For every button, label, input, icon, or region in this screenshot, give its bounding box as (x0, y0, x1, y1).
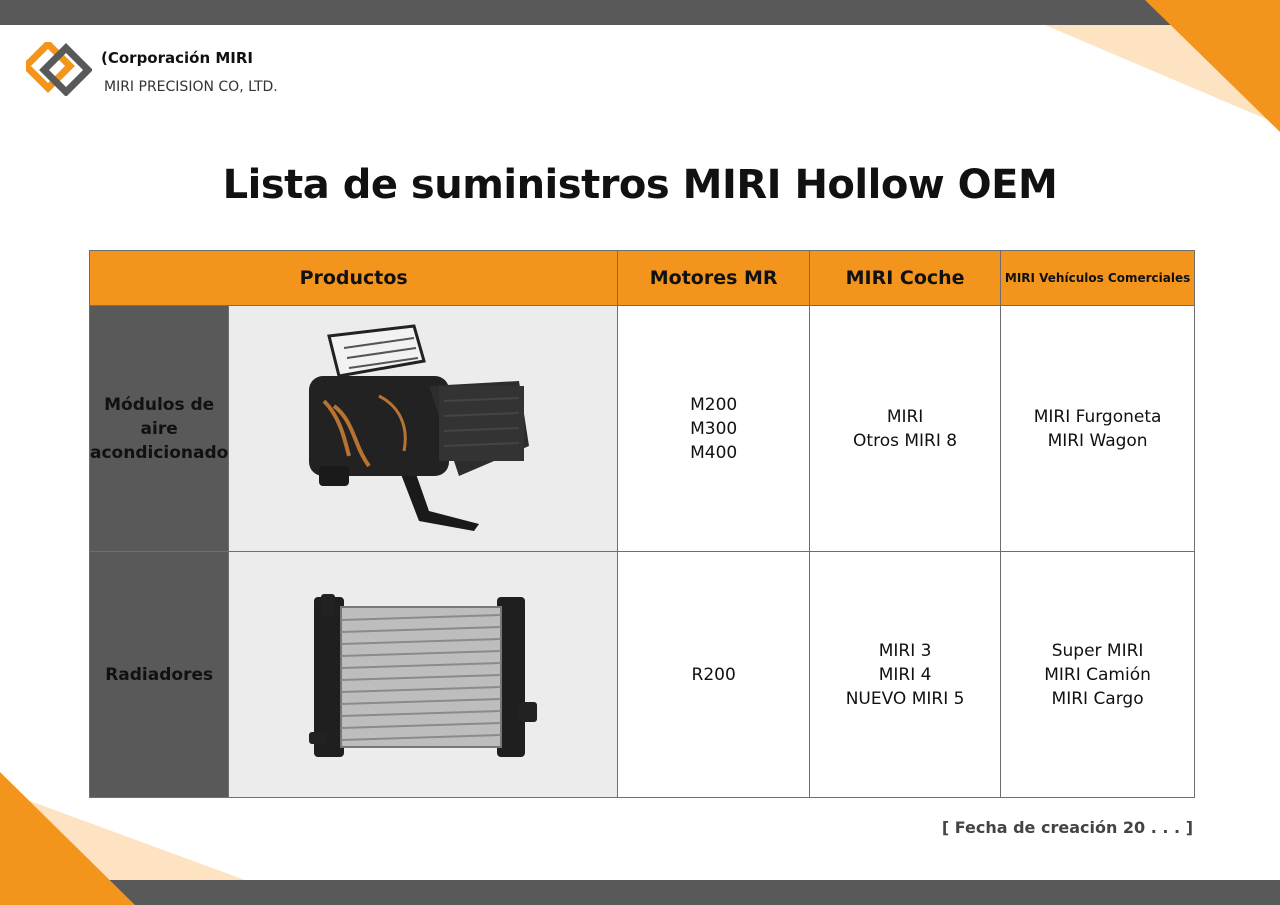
list-item: Super MIRI (1051, 640, 1144, 661)
comerciales-cell (1001, 306, 1195, 552)
product-label: Módulos de aire acondicionado (90, 306, 229, 552)
list-item: MIRI (886, 406, 924, 427)
list-item: M400 (690, 442, 738, 463)
motores-cell (618, 306, 810, 552)
list-item: R200 (691, 664, 736, 685)
header-comerciales: MIRI Vehículos Comerciales (1001, 251, 1195, 306)
supply-table (89, 250, 1195, 798)
top-bar (0, 0, 1280, 25)
bottom-bar (0, 880, 1280, 905)
company-subtitle: MIRI PRECISION CO, LTD. (104, 79, 278, 95)
list-item: Otros MIRI 8 (853, 430, 958, 451)
table-row (90, 306, 1195, 552)
hvac-module-icon (229, 306, 617, 544)
radiator-image (229, 552, 618, 798)
header-motores: Motores MR (618, 251, 810, 306)
list-item: M200 (690, 394, 738, 415)
comerciales-cell (1001, 552, 1195, 798)
radiator-icon (229, 552, 617, 790)
list-item: MIRI Camión (1044, 664, 1151, 685)
coche-cell (810, 552, 1001, 798)
table-row (90, 552, 1195, 798)
table-header-row (90, 251, 1195, 306)
page-title: Lista de suministros MIRI Hollow OEM (222, 162, 1058, 208)
header-productos: Productos (90, 251, 618, 306)
list-item: MIRI Furgoneta (1033, 406, 1162, 427)
company-name: (Corporación MIRI (101, 49, 254, 67)
product-label: Radiadores (90, 552, 229, 798)
list-item: M300 (690, 418, 738, 439)
coche-cell (810, 306, 1001, 552)
list-item: MIRI 4 (878, 664, 932, 685)
creation-date: [ Fecha de creación 20 . . . ] (941, 818, 1193, 837)
list-item: NUEVO MIRI 5 (845, 688, 965, 709)
header-coche: MIRI Coche (810, 251, 1001, 306)
hvac-module-image (229, 306, 618, 552)
list-item: MIRI 3 (878, 640, 932, 661)
company-logo-icon (26, 42, 92, 96)
list-item: MIRI Wagon (1047, 430, 1148, 451)
list-item: MIRI Cargo (1051, 688, 1144, 709)
motores-cell (618, 552, 810, 798)
